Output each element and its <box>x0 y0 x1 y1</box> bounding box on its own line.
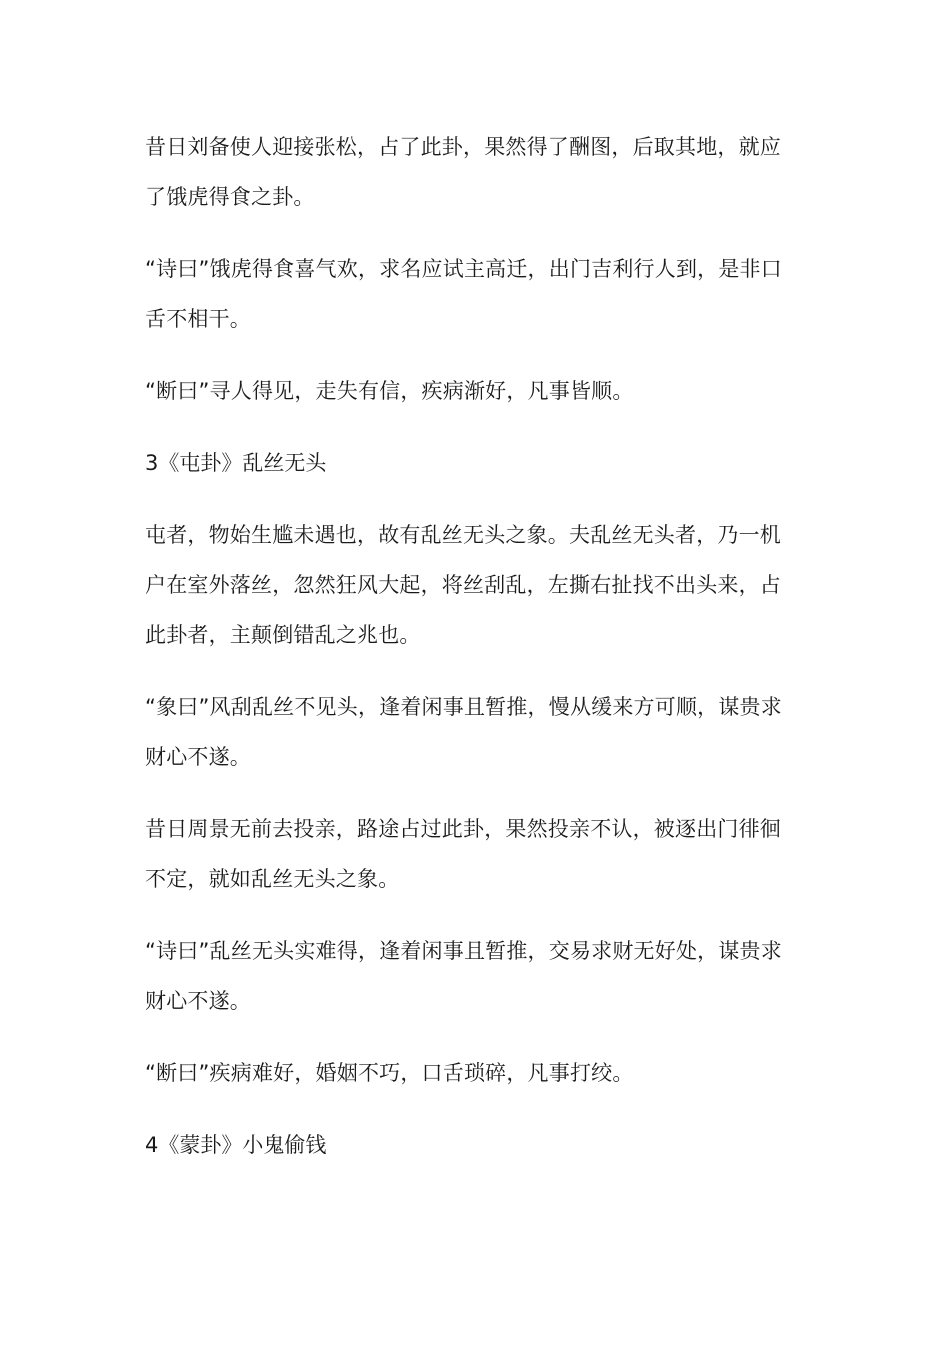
text-line: “象曰”风刮乱丝不见头，逢着闲事且暂推，慢从缓来方可顺，谋贵求 <box>145 695 782 719</box>
text-line: “断曰”疾病难好，婚姻不巧，口舌琐碎，凡事打绞。 <box>145 1061 634 1085</box>
text-line: 了饿虎得食之卦。 <box>145 185 315 209</box>
text-line: 昔日周景无前去投亲，路途占过此卦，果然投亲不认，被逐出门徘徊 <box>145 817 781 841</box>
text-line: “断曰”寻人得见，走失有信，疾病渐好，凡事皆顺。 <box>145 379 634 403</box>
text-line: “诗曰”饿虎得食喜气欢，求名应试主高迁，出门吉利行人到，是非口 <box>145 257 782 281</box>
text-line: 户在室外落丝，忽然狂风大起，将丝刮乱，左撕右扯找不出头来，占 <box>145 573 781 597</box>
paragraph-judgement-zhun <box>145 1048 805 1098</box>
section-heading-meng <box>145 1120 805 1170</box>
paragraph-liubei-story <box>145 122 805 222</box>
paragraph-poem <box>145 244 805 344</box>
text-line: 财心不遂。 <box>145 745 251 769</box>
paragraph-judgement <box>145 366 805 416</box>
paragraph-zhun-intro <box>145 510 805 660</box>
text-line: 昔日刘备使人迎接张松，占了此卦，果然得了酬图，后取其地，就应 <box>145 135 781 159</box>
text-line: 财心不遂。 <box>145 989 251 1013</box>
heading-text: 3《屯卦》乱丝无头 <box>145 451 327 475</box>
heading-text: 4《蒙卦》小鬼偷钱 <box>145 1133 327 1157</box>
text-line: 屯者，物始生尴未遇也，故有乱丝无头之象。夫乱丝无头者，乃一机 <box>145 523 781 547</box>
text-line: 舌不相干。 <box>145 307 251 331</box>
paragraph-xiang <box>145 682 805 782</box>
text-line: 不定，就如乱丝无头之象。 <box>145 867 400 891</box>
text-line: “诗曰”乱丝无头实难得，逢着闲事且暂推，交易求财无好处，谋贵求 <box>145 939 782 963</box>
document-body <box>145 122 805 1192</box>
paragraph-poem-zhun <box>145 926 805 1026</box>
text-line: 此卦者，主颠倒错乱之兆也。 <box>145 623 421 647</box>
section-heading-zhun <box>145 438 805 488</box>
paragraph-zhoujing-story <box>145 804 805 904</box>
